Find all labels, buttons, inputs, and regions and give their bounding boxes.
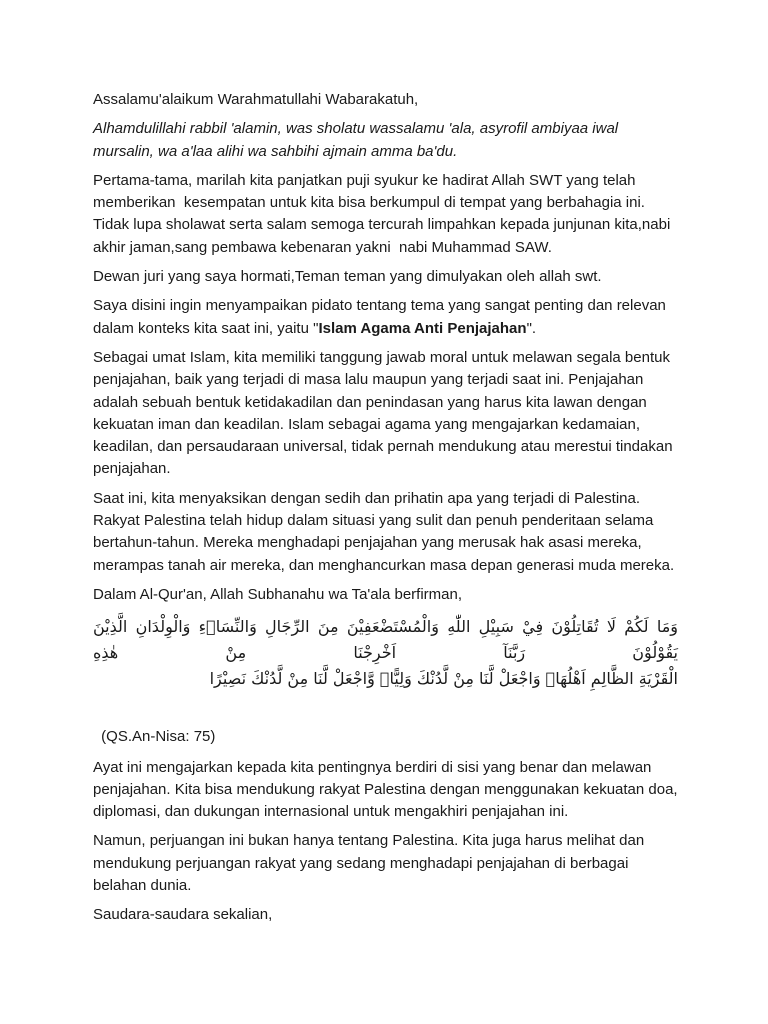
paragraph-palestine: Saat ini, kita menyaksikan dengan sedih dan prihatin apa yang terjadi di Palestina. Rakyat Palestina telah hidup dalam situasi yang sulit dan penuh penderitaan selama bertahun-tahun. Mereka menghadapi penjajahan yang merusak hak asasi mereka, merampas tanah air mereka, dan menghancurkan masa depan generasi muda mereka. (93, 489, 675, 574)
paragraph-address-judges: Dewan juri yang saya hormati,Teman teman yang dimulyakan oleh allah swt. (93, 268, 602, 286)
paragraph-muslim-responsibility: Sebagai umat Islam, kita memiliki tanggung jawab moral untuk melawan segala bentuk penjajahan, baik yang terjadi di masa lalu maupun yang terjadi saat ini. Penjajahan adalah sebuah bentuk ketidakadilan dan penindasan yang harus kita lawan dengan kekuatan iman dan keadilan. Islam sebagai agama yang mengajarkan kedamaian, keadilan, dan persaudaraan universal, tidak pernah mendukung atau merestui tindakan penjajahan. (93, 348, 673, 478)
paragraph-global-struggle: Namun, perjuangan ini bukan hanya tentang Palestina. Kita juga harus melihat dan mendukung perjuangan rakyat yang sedang menghadapi penjajahan di berbagai belahan dunia. (93, 832, 645, 895)
quran-reference: (QS.An-Nisa: 75) (97, 728, 216, 746)
paragraph-opening-gratitude: Pertama-tama, marilah kita panjatkan puji syukur ke hadirat Allah SWT yang telah memberikan kesempatan untuk kita bisa berkumpul di tempat yang berbahagia ini. Tidak lupa sholawat serta salam semoga tercurah limpahkan kepada junjunan kita,nabi akhir jaman,sang pembawa kebenaran yakni nabi Muhammad SAW. (93, 171, 675, 256)
greeting: Assalamu'alaikum Warahmatullahi Wabarakatuh, (93, 91, 419, 108)
paragraph-theme (93, 295, 678, 340)
theme-intro-text: Saya disini ingin menyampaikan pidato tentang tema yang sangat penting dan relevan dalam konteks kita saat ini, yaitu " (93, 297, 666, 337)
quran-verse-line-1: وَمَا لَكُمْ لَا تُقَاتِلُوْنَ فِيْ سَبِيْلِ اللّٰهِ وَالْمُسْتَضْعَفِيْنَ مِنَ الرِّجَالِ وَالنِّسَاۤءِ وَالْوِلْدَانِ الَّذِيْنَ يَقُوْلُوْنَ رَبَّنَآ اَخْرِجْنَا مِنْ هٰذِهِ (93, 617, 678, 663)
document-page (93, 89, 678, 934)
theme-closing-quote: ". (526, 319, 537, 337)
quran-verse-arabic (93, 614, 678, 692)
opening-prayer: Alhamdulillahi rabbil 'alamin, was sholatu wassalamu 'ala, asyrofil ambiyaa iwal mursalin, wa a'laa alihi wa sahbihi ajmain amma ba'du. (93, 120, 619, 160)
quran-verse-line-2: الْقَرْيَةِ الظَّالِمِ اَهْلُهَاۚ وَاجْعَلْ لَّنَا مِنْ لَّدُنْكَ وَلِيًّاۙ وَّاجْعَلْ لَّنَا مِنْ لَّدُنْكَ نَصِيْرًا (209, 669, 678, 689)
paragraph-salutation: Saudara-saudara sekalian, (93, 906, 273, 924)
paragraph-quran-intro: Dalam Al-Qur'an, Allah Subhanahu wa Ta'ala berfirman, (93, 585, 462, 603)
paragraph-verse-lesson: Ayat ini mengajarkan kepada kita pentingnya berdiri di sisi yang benar dan melawan penjajahan. Kita bisa mendukung rakyat Palestina dengan menggunakan kekuatan doa, diplomasi, dan dukungan internasional untuk mengakhiri penjajahan ini. (93, 758, 678, 821)
theme-title: Islam Agama Anti Penjajahan (318, 319, 527, 337)
